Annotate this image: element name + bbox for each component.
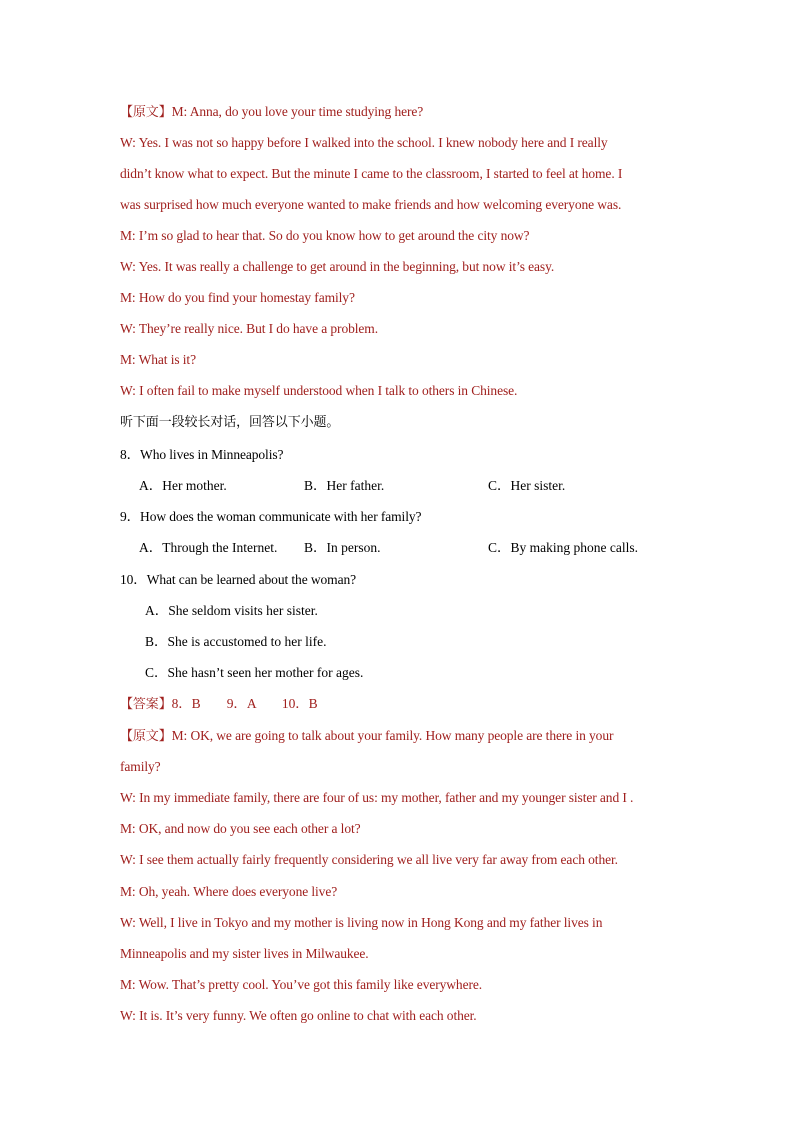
passage1-line: was surprised how much everyone wanted to make friends and how welcoming everyone was.	[120, 197, 622, 212]
question-10-option-a: A．She seldom visits her sister.	[145, 603, 318, 618]
passage1-line: M: I’m so glad to hear that. So do you know how to get around the city now?	[120, 228, 530, 243]
passage2-first-text: M: OK, we are going to talk about your family. How many people are there in your	[171, 728, 614, 743]
passage2-line: W: It is. It’s very funny. We often go online to chat with each other.	[120, 1008, 477, 1023]
passage2-line: M: OK, and now do you see each other a lot?	[120, 821, 361, 836]
passage2-line: W: Well, I live in Tokyo and my mother is living now in Hong Kong and my father lives in	[120, 915, 603, 930]
question-8-option-c: C．Her sister.	[488, 478, 566, 493]
question-8-option-a: A．Her mother.	[139, 478, 227, 493]
passage1-line: W: Yes. I was not so happy before I walked into the school. I knew nobody here and I really	[120, 135, 608, 150]
question-8-stem: 8．Who lives in Minneapolis?	[120, 447, 284, 462]
passage1-line: W: I often fail to make myself understood when I talk to others in Chinese.	[120, 383, 518, 398]
answer-text: 8．B 9．A 10．B	[171, 696, 318, 711]
passage1-line: W: Yes. It was really a challenge to get around in the beginning, but now it’s easy.	[120, 259, 555, 274]
passage2-line: M: Wow. That’s pretty cool. You’ve got this family like everywhere.	[120, 977, 483, 992]
passage2-line: W: In my immediate family, there are four of us: my mother, father and my younger sister and I .	[120, 790, 634, 805]
question-9-option-a: A．Through the Internet.	[139, 540, 278, 555]
passage2-line: family?	[120, 759, 161, 774]
instruction-text: 听下面一段较长对话，回答以下小题。	[120, 415, 340, 430]
passage1-line: W: They’re really nice. But I do have a problem.	[120, 321, 378, 336]
answer-line	[120, 695, 318, 714]
passage1-line: M: How do you find your homestay family?	[120, 290, 355, 305]
question-8-option-b: B．Her father.	[304, 478, 385, 493]
question-9-stem: 9．How does the woman communicate with her family?	[120, 509, 422, 524]
question-9-option-b: B．In person.	[304, 540, 381, 555]
passage2-line: Minneapolis and my sister lives in Milwaukee.	[120, 946, 369, 961]
question-10-option-b: B．She is accustomed to her life.	[145, 634, 327, 649]
passage1-first-text: M: Anna, do you love your time studying here?	[171, 104, 424, 119]
passage2-tag: 【原文】	[120, 729, 172, 744]
passage1-line: didn’t know what to expect. But the minute I came to the classroom, I started to feel at home. I	[120, 166, 623, 181]
passage1-line: M: What is it?	[120, 352, 196, 367]
passage2-first-line	[120, 727, 613, 746]
passage2-line: M: Oh, yeah. Where does everyone live?	[120, 884, 338, 899]
passage1-tag: 【原文】	[120, 105, 172, 120]
question-9-option-c: C．By making phone calls.	[488, 540, 638, 555]
question-10-stem: 10．What can be learned about the woman?	[120, 572, 357, 587]
passage1-first-line	[120, 103, 423, 122]
answer-tag: 【答案】	[120, 697, 172, 712]
passage2-line: W: I see them actually fairly frequently considering we all live very far away from each other.	[120, 852, 618, 867]
question-10-option-c: C．She hasn’t seen her mother for ages.	[145, 665, 364, 680]
